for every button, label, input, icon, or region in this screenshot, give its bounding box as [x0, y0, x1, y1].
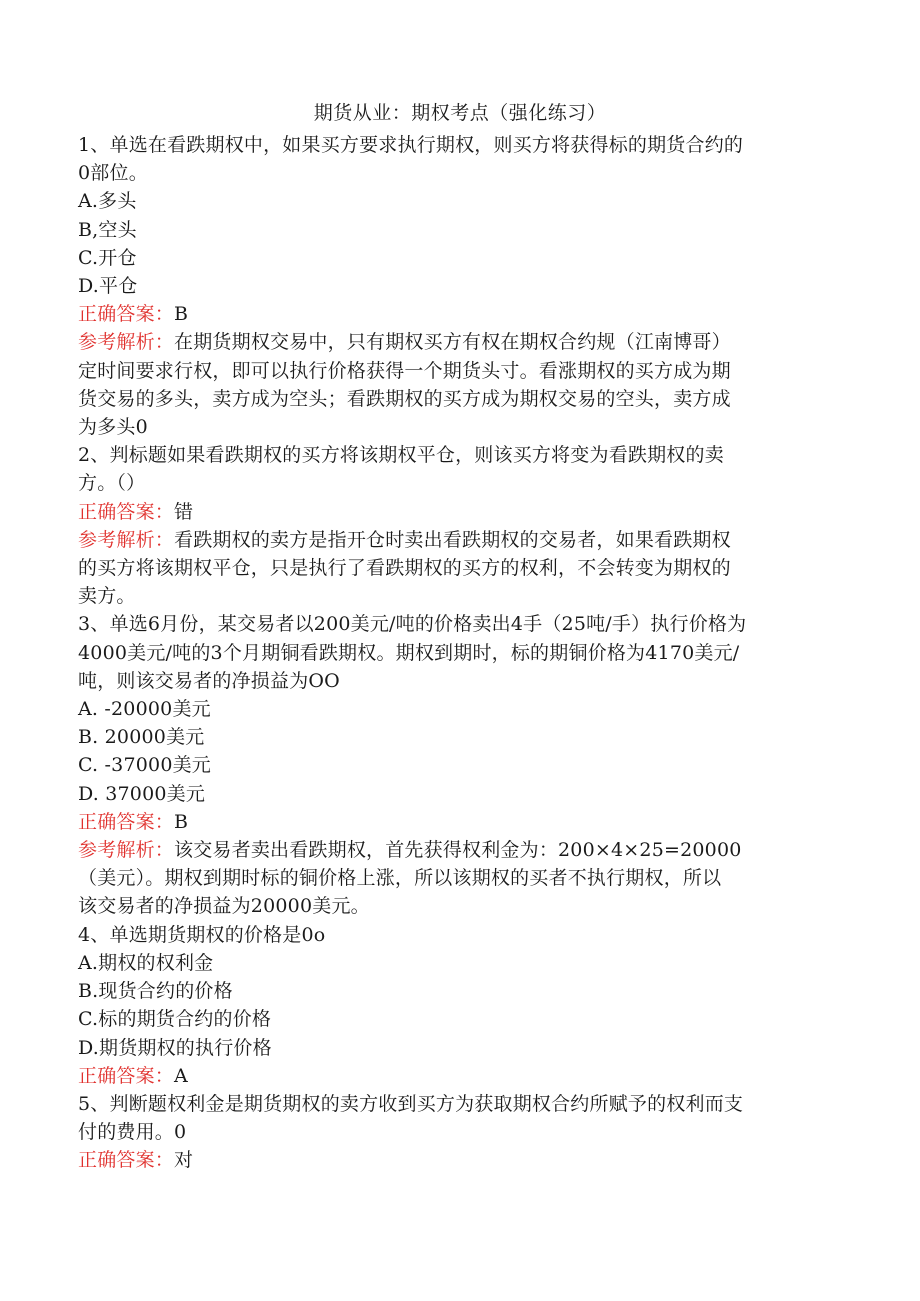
line-text: 1、单选在看跌期权中，如果买方要求执行期权，则买方将获得标的期货合约的	[78, 134, 744, 156]
line-text: B. 20000美元	[78, 726, 205, 749]
text-line	[78, 582, 828, 610]
answer-line	[78, 836, 828, 864]
text-line	[78, 864, 828, 892]
line-text: B.现货合约的价格	[78, 980, 233, 1003]
document-title: 期货从业：期权考点（强化练习）	[313, 102, 607, 124]
line-text: 的买方将该期权平仓，只是执行了看跌期权的买方的权利，不会转变为期权的	[78, 557, 731, 580]
text-line	[78, 131, 828, 159]
text-line	[78, 695, 828, 723]
text-line	[78, 780, 828, 808]
line-text: 0部位。	[78, 162, 148, 185]
text-line	[78, 244, 828, 272]
line-text: A. -20000美元	[78, 698, 211, 721]
text-line	[78, 357, 828, 385]
answer-line	[78, 1146, 828, 1174]
text-line	[78, 892, 828, 920]
line-text: C.开仓	[78, 246, 137, 269]
text-line	[78, 441, 828, 469]
text-line	[78, 1005, 828, 1033]
line-text: 在期货期权交易中，只有期权买方有权在期权合约规（江南博哥）	[174, 331, 731, 354]
line-text: D. 37000美元	[78, 782, 206, 805]
text-line	[78, 977, 828, 1005]
text-line	[78, 554, 828, 582]
text-line	[78, 921, 828, 949]
line-text: A	[174, 1064, 188, 1087]
line-label: 正确答案：	[78, 500, 175, 523]
line-text: 定时间要求行权，即可以执行价格获得一个期货头寸。看涨期权的买方成为期	[78, 359, 731, 382]
answer-line	[78, 328, 828, 356]
line-text: B,空头	[78, 218, 137, 241]
line-text: 4000美元/吨的3个月期铜看跌期权。期权到期时，标的期铜价格为4170美元/	[78, 641, 740, 664]
text-line	[78, 385, 828, 413]
text-line	[78, 469, 828, 497]
answer-line	[78, 300, 828, 328]
answer-line	[78, 1062, 828, 1090]
line-text: 卖方。	[78, 585, 136, 608]
text-line	[78, 272, 828, 300]
text-line	[78, 187, 828, 215]
line-text: D.平仓	[78, 275, 138, 298]
answer-line	[78, 526, 828, 554]
line-text: 2、判标题如果看跌期权的买方将该期权平仓，则该买方将变为看跌期权的卖	[78, 444, 724, 467]
line-text: 方。（）	[78, 472, 146, 495]
line-label: 正确答案：	[78, 303, 175, 326]
line-text: （美元）。期权到期时标的铜价格上涨，所以该期权的买者不执行期权，所以	[78, 867, 722, 890]
text-line	[78, 159, 828, 187]
text-line	[78, 413, 828, 441]
line-text: C.标的期货合约的价格	[78, 1008, 272, 1031]
text-line	[78, 949, 828, 977]
text-line	[78, 751, 828, 779]
text-line	[78, 1090, 828, 1118]
line-text: 货交易的多头，卖方成为空头；看跌期权的买方成为期权交易的空头，卖方成	[78, 387, 731, 410]
text-line	[78, 1118, 828, 1146]
line-text: B	[174, 810, 189, 833]
line-text: B	[174, 303, 189, 326]
text-line	[78, 610, 828, 638]
line-text: 错	[174, 500, 194, 523]
line-text: A.期权的权利金	[78, 951, 214, 974]
text-line	[78, 667, 828, 695]
line-text: 看跌期权的卖方是指开仓时卖出看跌期权的交易者，如果看跌期权	[174, 528, 731, 551]
line-text: 3、单选6月份，某交易者以200美元/吨的价格卖出4手（25吨/手）执行价格为	[78, 613, 747, 636]
line-label: 正确答案：	[78, 1064, 175, 1087]
text-line	[78, 1034, 828, 1062]
line-text: 4、单选期货期权的价格是0o	[78, 923, 326, 946]
line-text: 为多头0	[78, 416, 148, 439]
text-line	[78, 723, 828, 751]
line-text: 5、判断题权利金是期货期权的卖方收到买方为获取期权合约所赋予的权利而支	[78, 1092, 744, 1115]
line-label: 正确答案：	[78, 810, 175, 833]
line-text: 该交易者的净损益为20000美元。	[78, 895, 370, 918]
text-line	[78, 216, 828, 244]
document-body	[78, 131, 828, 1175]
answer-line	[78, 498, 828, 526]
line-text: C. -37000美元	[78, 754, 212, 777]
line-text: 付的费用。0	[78, 1121, 187, 1144]
line-label: 参考解析：	[78, 528, 175, 551]
line-label: 参考解析：	[78, 839, 175, 862]
answer-line	[78, 808, 828, 836]
line-text: 该交易者卖出看跌期权，首先获得权利金为：200×4×25=20000	[174, 839, 742, 862]
text-line	[78, 639, 828, 667]
line-text: A.多头	[78, 190, 137, 213]
line-text: 对	[174, 1149, 194, 1172]
line-label: 参考解析：	[78, 331, 175, 354]
line-text: 吨，则该交易者的净损益为OO	[78, 669, 340, 692]
line-text: D.期货期权的执行价格	[78, 1036, 272, 1059]
line-label: 正确答案：	[78, 1149, 175, 1172]
